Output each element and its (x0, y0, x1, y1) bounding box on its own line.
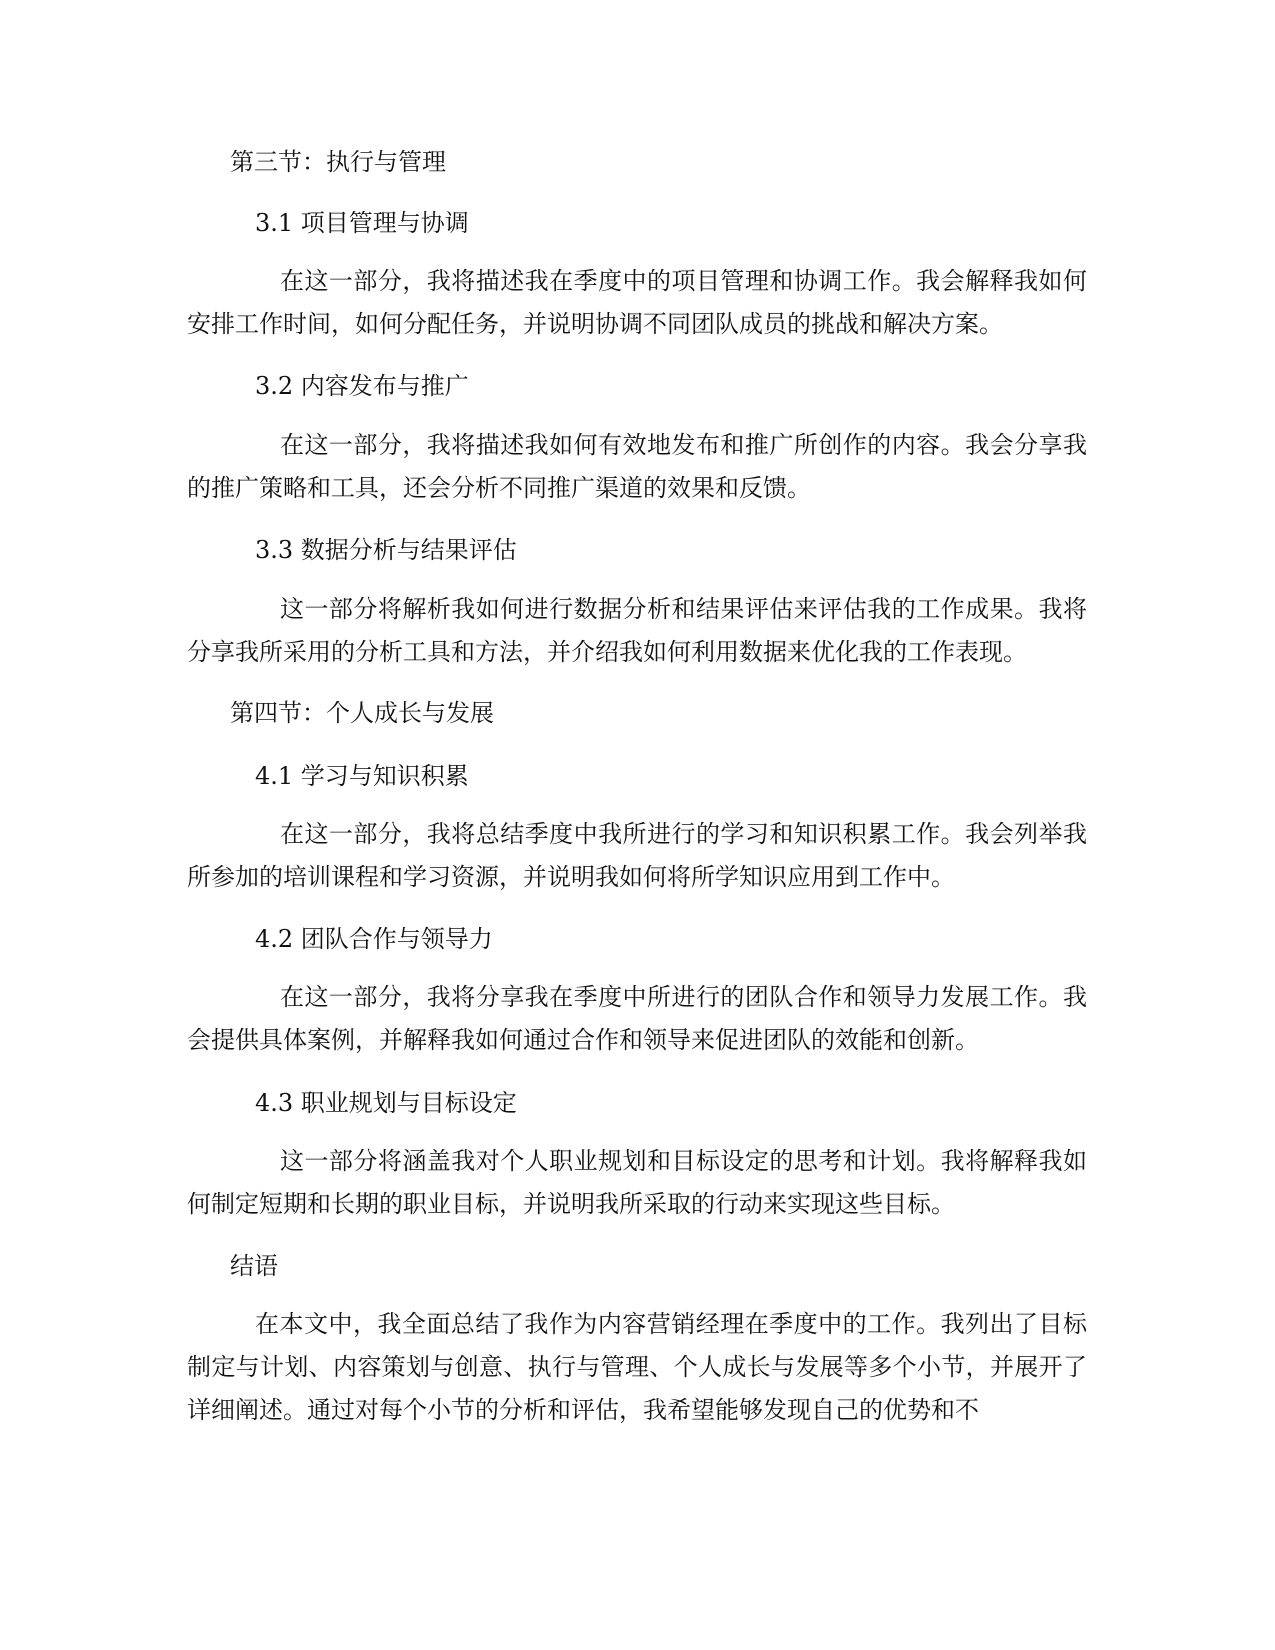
conclusion-heading: 结语 (230, 1252, 278, 1280)
conclusion-paragraph: 在本文中，我全面总结了我作为内容营销经理在季度中的工作。我列出了目标制定与计划、内容策划与创意、执行与管理、个人成长与发展等多个小节，并展开了详细阐述。通过对每个小节的分析和评估，我希望能够发现自己的优势和不 (187, 1310, 1087, 1424)
subsection-4-2-paragraph: 在这一部分，我将分享我在季度中所进行的团队合作和领导力发展工作。我会提供具体案例，并解释我如何通过合作和领导来促进团队的效能和创新。 (187, 983, 1087, 1054)
subsection-3-3-paragraph: 这一部分将解析我如何进行数据分析和结果评估来评估我的工作成果。我将分享我所采用的分析工具和方法，并介绍我如何利用数据来优化我的工作表现。 (187, 595, 1087, 666)
subsection-4-1-paragraph: 在这一部分，我将总结季度中我所进行的学习和知识积累工作。我会列举我所参加的培训课程和学习资源，并说明我如何将所学知识应用到工作中。 (187, 820, 1087, 891)
subsection-4-3-paragraph: 这一部分将涵盖我对个人职业规划和目标设定的思考和计划。我将解释我如何制定短期和长期的职业目标，并说明我所采取的行动来实现这些目标。 (187, 1147, 1087, 1218)
subsection-4-3-heading: 4.3 职业规划与目标设定 (255, 1089, 517, 1117)
subsection-3-2-heading: 3.2 内容发布与推广 (255, 372, 469, 400)
subsection-3-1-paragraph: 在这一部分，我将描述我在季度中的项目管理和协调工作。我会解释我如何安排工作时间，如何分配任务，并说明协调不同团队成员的挑战和解决方案。 (187, 267, 1087, 338)
section-3-heading: 第三节：执行与管理 (230, 148, 446, 176)
section-4-heading: 第四节：个人成长与发展 (230, 699, 494, 727)
subsection-3-3-heading: 3.3 数据分析与结果评估 (255, 536, 517, 564)
subsection-3-2-paragraph: 在这一部分，我将描述我如何有效地发布和推广所创作的内容。我会分享我的推广策略和工具，还会分析不同推广渠道的效果和反馈。 (187, 431, 1087, 502)
subsection-3-1-heading: 3.1 项目管理与协调 (255, 209, 469, 237)
subsection-4-1-heading: 4.1 学习与知识积累 (255, 762, 469, 790)
subsection-4-2-heading: 4.2 团队合作与领导力 (255, 925, 493, 953)
